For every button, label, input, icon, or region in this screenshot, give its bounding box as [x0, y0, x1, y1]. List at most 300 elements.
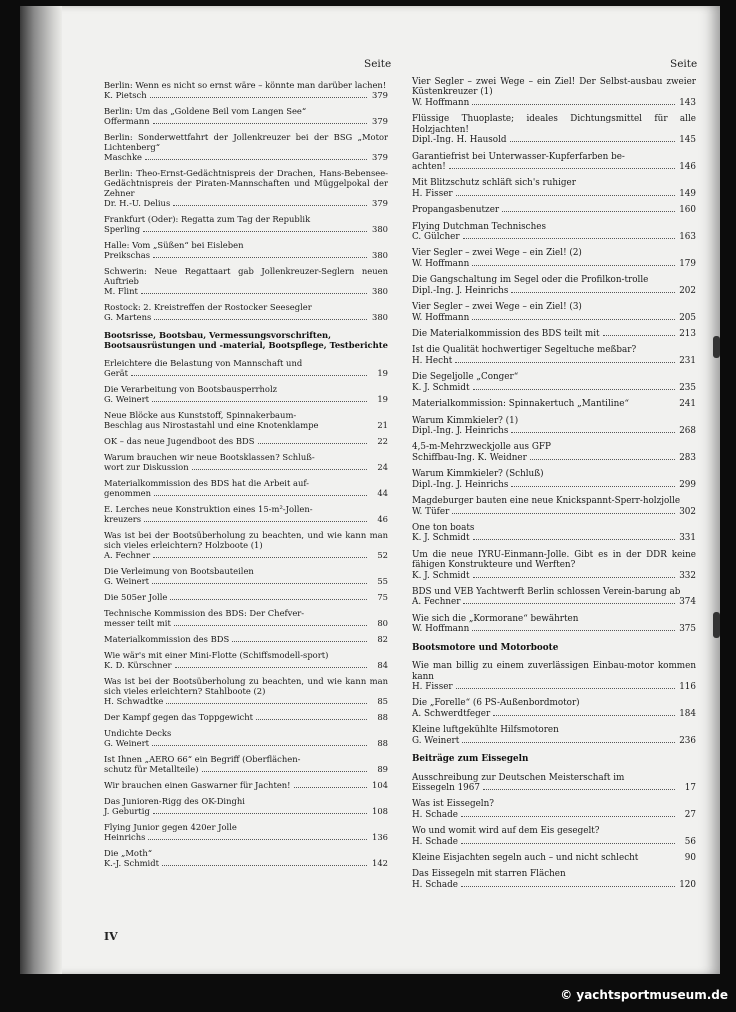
page-number: 27: [684, 809, 696, 820]
leader-dots: [256, 719, 367, 720]
toc-entry: [412, 77, 696, 108]
leader-dots: [511, 292, 675, 293]
entry-title: Materialkommission des BDS: [104, 633, 230, 644]
leader-dots: [143, 231, 367, 232]
leader-dots: [463, 238, 675, 239]
page-number: 89: [377, 763, 388, 774]
page-number: 236: [679, 735, 696, 746]
page-number: 375: [679, 624, 696, 635]
entry-title: Rostock: 2. Kreistreffen der Rostocker Seesegler: [104, 301, 312, 312]
page-number: 120: [679, 879, 696, 890]
entry-title: Neue Blöcke aus Kunststoff, Spinnakerbaum-: [104, 409, 297, 420]
toc-entry: [412, 329, 696, 339]
toc-entry-line: [412, 162, 696, 172]
toc-entry: [412, 345, 696, 366]
toc-entry: [104, 650, 388, 670]
toc-entry: [412, 587, 696, 608]
toc-entry-line: [104, 488, 388, 498]
entry-title: Die 505er Jolle: [104, 591, 168, 602]
leader-dots: [152, 583, 367, 584]
toc-entry: [412, 442, 696, 463]
toc-entry: [412, 275, 696, 296]
entry-author: H. Schwadtke: [104, 695, 164, 706]
toc-entry-line: [412, 736, 696, 746]
toc-entry: [412, 178, 696, 199]
entry-author: G. Weinert: [412, 735, 460, 746]
page-number: 82: [377, 633, 388, 644]
entry-author: A. Schwerdtfeger: [412, 708, 491, 719]
entry-author: Dipl.-Ing. H. Hausold: [412, 135, 507, 146]
entry-author: Dipl.-Ing. J. Heinrichs: [412, 479, 509, 490]
page-number: 84: [377, 659, 388, 670]
toc-entry-line: [104, 738, 388, 748]
toc-entry: [412, 372, 696, 393]
toc-entry-line: [412, 98, 696, 108]
toc-entry: [104, 478, 388, 498]
page-number: 21: [377, 419, 388, 430]
toc-entry-line: [412, 329, 696, 339]
page-number: 145: [679, 135, 696, 146]
page-number: 85: [377, 695, 388, 706]
leader-dots: [473, 389, 675, 390]
toc-entry: [412, 302, 696, 323]
toc-entry-line: [104, 198, 388, 208]
page-number: 160: [679, 205, 696, 216]
toc-entry: [104, 504, 388, 524]
toc-entry: [104, 132, 388, 162]
page-edge-mark: [713, 612, 720, 638]
entry-author: A. Fechner: [104, 549, 151, 560]
entry-title: Wo und womit wird auf dem Eis gesegelt?: [412, 826, 600, 837]
leader-dots: [131, 375, 367, 376]
entry-author: W. Tüfer: [412, 506, 450, 517]
entry-title: Das Eissegeln mit starren Flächen: [412, 869, 566, 880]
toc-entry: [104, 266, 388, 296]
page-number: 302: [679, 506, 696, 517]
toc-entry: [104, 436, 388, 446]
page-number: 22: [377, 435, 388, 446]
page-number: 44: [377, 487, 388, 498]
entry-title: Berlin: Um das „Goldene Beil vom Langen See“: [104, 105, 307, 116]
leader-dots: [153, 557, 367, 558]
leader-dots: [472, 104, 675, 105]
entry-title: Die Verleimung von Bootsbauteilen: [104, 565, 254, 576]
entry-title: One ton boats: [412, 522, 475, 533]
toc-entry-line: [412, 205, 696, 215]
entry-title: Vier Segler – zwei Wege – ein Ziel! Der Selbst-ausbau zweier Küstenkreuzer (1): [412, 77, 696, 98]
toc-entry: [412, 725, 696, 746]
entry-author: K. J. Schmidt: [412, 533, 470, 544]
toc-entry-line: [104, 858, 388, 868]
entry-author: G. Weinert: [104, 737, 149, 748]
entry-title: Halle: Vom „Süßen“ bei Eisleben: [104, 239, 244, 250]
entry-title: Die Materialkommission des BDS teilt mit: [412, 329, 600, 340]
leader-dots: [154, 319, 367, 320]
leader-dots: [166, 703, 367, 704]
toc-entry-line: [104, 592, 388, 602]
leader-dots: [202, 771, 367, 772]
entry-title: Berlin: Sonderwettfahrt der Jollenkreuzer bei der BSG „Motor Lichtenberg“: [104, 131, 388, 152]
leader-dots: [530, 459, 675, 460]
page-number: 380: [372, 223, 388, 234]
leader-dots: [456, 195, 675, 196]
page-number: 88: [377, 711, 388, 722]
leader-dots: [461, 886, 675, 887]
column-header-seite-left: Seite: [364, 58, 392, 70]
toc-entry-line: [412, 135, 696, 145]
entry-title: Kleine Eisjachten segeln auch – und nicht schlecht: [412, 853, 639, 864]
toc-entry-line: [412, 837, 696, 847]
toc-entry-line: [412, 356, 696, 366]
toc-entry-line: [104, 462, 388, 472]
entry-author: K.-J. Schmidt: [104, 857, 159, 868]
toc-entry-line: [412, 383, 696, 393]
entry-title: Vier Segler – zwei Wege – ein Ziel! (3): [412, 302, 582, 313]
toc-entry-line: [412, 880, 696, 890]
toc-entry: [412, 853, 696, 863]
toc-entry-line: [412, 426, 696, 436]
toc-entry-line: [104, 832, 388, 842]
entry-title: Die Segeljolle „Conger“: [412, 372, 519, 383]
page-number: 143: [679, 97, 696, 108]
leader-dots: [232, 641, 367, 642]
leader-dots: [154, 495, 367, 496]
toc-entry: [104, 80, 388, 100]
entry-title: Kleine luftgekühlte Hilfsmotoren: [412, 725, 559, 736]
entry-title: Berlin: Theo-Ernst-Gedächtnispreis der Drachen, Hans-Bebensee-Gedächtnispreis der Piraten-Mannschaften und Müggelpokal der Zehner: [104, 167, 388, 198]
entry-author: J. Geburtig: [104, 805, 150, 816]
leader-dots: [141, 293, 367, 294]
entry-title: Vier Segler – zwei Wege – ein Ziel! (2): [412, 248, 582, 259]
page-number: 19: [377, 393, 388, 404]
entry-author: Heinrichs: [104, 831, 146, 842]
toc-entries-right: [412, 77, 696, 896]
toc-entry-line: [412, 313, 696, 323]
toc-entry-line: [104, 224, 388, 234]
leader-dots: [153, 123, 368, 124]
entry-title: Materialkommission: Spinnakertuch „Mantiline“: [412, 399, 629, 410]
leader-dots: [455, 362, 675, 363]
entry-author: W. Hoffmann: [412, 624, 470, 635]
toc-entry: [104, 214, 388, 234]
entry-author: schutz für Metallteile): [104, 763, 199, 774]
entry-title: Wir brauchen einen Gaswarner für Jachten!: [104, 779, 291, 790]
leader-dots: [461, 843, 675, 844]
toc-entry: [104, 796, 388, 816]
toc-entry: [412, 248, 696, 269]
toc-entry-line: [104, 576, 388, 586]
entry-title: Warum brauchen wir neue Bootsklassen? Schluß-: [104, 451, 315, 462]
entry-title: Technische Kommission des BDS: Der Chefver-: [104, 607, 305, 618]
entry-author: G. Weinert: [104, 575, 149, 586]
toc-entry: [412, 114, 696, 145]
page-number: 163: [679, 232, 696, 243]
entry-title: Ist die Qualität hochwertiger Segeltuche meßbar?: [412, 345, 637, 356]
entry-author: Dr. H.-U. Delius: [104, 197, 171, 208]
toc-entry: [104, 452, 388, 472]
leader-dots: [145, 159, 367, 160]
page-number: 213: [679, 329, 696, 340]
entry-author: W. Hoffmann: [412, 312, 470, 323]
leader-dots: [449, 168, 675, 169]
page-number: 116: [679, 681, 696, 692]
toc-entry: [412, 799, 696, 820]
toc-entry-line: [104, 696, 388, 706]
toc-entry: [104, 822, 388, 842]
entry-author: Preikschas: [104, 249, 151, 260]
toc-entry-line: [412, 624, 696, 634]
page-edge-mark: [713, 336, 720, 358]
entry-author: wort zur Diskussion: [104, 461, 189, 472]
toc-entry: [412, 469, 696, 490]
entry-author: W. Hoffmann: [412, 258, 470, 269]
page-number: 24: [377, 461, 388, 472]
entry-title: Undichte Decks: [104, 727, 172, 738]
toc-entry: [104, 754, 388, 774]
toc-entry-line: [104, 116, 388, 126]
entry-author: Gerät: [104, 367, 129, 378]
section-heading: Bootsrisse, Bootsbau, Vermessungsvorschriften, Bootsausrüstungen und -material, Bootspflege, Testberichte: [104, 329, 388, 350]
toc-entry-line: [104, 420, 388, 430]
page-number: 380: [372, 285, 388, 296]
page-number: 380: [372, 249, 388, 260]
toc-entry: [104, 384, 388, 404]
entry-author: Maschke: [104, 151, 142, 162]
toc-entry-line: [104, 286, 388, 296]
toc-entry: [412, 152, 696, 173]
leader-dots: [452, 513, 675, 514]
entry-author: Schiffbau-Ing. K. Weidner: [412, 452, 527, 463]
entry-title: E. Lerches neue Konstruktion eines 15-m²-Jollen-: [104, 503, 313, 514]
toc-entry-line: [104, 394, 388, 404]
entry-author: K. J. Schmidt: [412, 382, 470, 393]
leader-dots: [148, 839, 367, 840]
book-page: [20, 6, 720, 974]
toc-entry: [104, 728, 388, 748]
entry-title: Flying Dutchman Technisches: [412, 221, 546, 232]
page-number: 205: [679, 312, 696, 323]
entry-title: OK – das neue Jugendboot des BDS: [104, 435, 255, 446]
page-number: 108: [372, 805, 388, 816]
entry-author: G. Weinert: [104, 393, 149, 404]
entry-title: Wie man billig zu einem zuverlässigen Einbau-motor kommen kann: [412, 661, 696, 682]
toc-entry: [412, 661, 696, 692]
entry-title: Frankfurt (Oder): Regatta zum Tag der Republik: [104, 213, 311, 224]
toc-entry: [412, 222, 696, 243]
page-number: 136: [372, 831, 388, 842]
toc-entry-line: [412, 853, 696, 863]
page-number: 19: [377, 367, 388, 378]
toc-entry: [104, 530, 388, 560]
toc-entry-line: [104, 550, 388, 560]
watermark: © yachtsportmuseum.de: [560, 988, 728, 1002]
entry-author: H. Schade: [412, 879, 458, 890]
toc-entry-line: [412, 571, 696, 581]
toc-entry: [104, 848, 388, 868]
toc-entry-line: [104, 806, 388, 816]
toc-entry-line: [412, 453, 696, 463]
toc-entry-line: [412, 810, 696, 820]
page-number: 90: [684, 853, 696, 864]
entry-title: Flying Junior gegen 420er Jolle: [104, 821, 237, 832]
toc-entry-line: [104, 660, 388, 670]
entry-title: Mit Blitzschutz schläft sich's ruhiger: [412, 178, 576, 189]
leader-dots: [462, 742, 675, 743]
entry-title: Die „Moth“: [104, 847, 153, 858]
leader-dots: [144, 521, 367, 522]
toc-entry-line: [104, 514, 388, 524]
entry-author: H. Fisser: [412, 188, 453, 199]
entry-author: M. Flint: [104, 285, 138, 296]
entry-title: Garantiefrist bei Unterwasser-Kupferfarben be-: [412, 151, 625, 162]
page-number: 374: [679, 597, 696, 608]
leader-dots: [472, 319, 675, 320]
page-number: 149: [679, 188, 696, 199]
toc-entry-line: [412, 709, 696, 719]
toc-entry: [104, 410, 388, 430]
entry-title: Warum Kimmkieler? (1): [412, 415, 519, 426]
page-number: 379: [372, 151, 388, 162]
page-number: 331: [679, 533, 696, 544]
toc-entry-line: [412, 597, 696, 607]
toc-entry: [104, 566, 388, 586]
entry-title: Ausschreibung zur Deutschen Meisterschaft im: [412, 772, 625, 783]
entry-title: Warum Kimmkieler? (Schluß): [412, 469, 544, 480]
toc-entry-line: [412, 480, 696, 490]
leader-dots: [473, 577, 675, 578]
toc-entry: [412, 869, 696, 890]
toc-entry-line: [412, 783, 696, 793]
entry-title: 4,5-m-Mehrzweckjolle aus GFP: [412, 442, 551, 453]
leader-dots: [461, 816, 675, 817]
entry-author: achten!: [412, 161, 446, 172]
page-number: 332: [679, 570, 696, 581]
leader-dots: [258, 443, 368, 444]
entry-author: Dipl.-Ing. J. Heinrichs: [412, 425, 509, 436]
entry-title: Was ist bei der Bootsüberholung zu beachten, und wie kann man sich vieles erleichtern? Stahlboote (2): [104, 675, 388, 696]
leader-dots: [153, 813, 367, 814]
entry-title: Der Kampf gegen das Toppgewicht: [104, 711, 253, 722]
toc-entry: [104, 168, 388, 208]
entry-author: Sperling: [104, 223, 141, 234]
toc-entry-line: [104, 152, 388, 162]
toc-entry-line: [104, 618, 388, 628]
leader-dots: [463, 603, 675, 604]
page-number: 56: [684, 836, 696, 847]
page-number: 202: [679, 285, 696, 296]
page-number: 380: [372, 311, 388, 322]
leader-dots: [152, 401, 367, 402]
entry-title: Wie wär's mit einer Mini-Flotte (Schiffsmodell-sport): [104, 649, 329, 660]
leader-dots: [603, 335, 675, 336]
entry-title: Erleichtere die Belastung von Mannschaft und: [104, 357, 303, 368]
entry-author: W. Hoffmann: [412, 97, 470, 108]
toc-entry: [104, 106, 388, 126]
page-number: 75: [377, 591, 388, 602]
page-number: 235: [679, 382, 696, 393]
page-number: 142: [372, 857, 388, 868]
entry-title: Die Verarbeitung von Bootsbausperrholz: [104, 383, 278, 394]
leader-dots: [472, 265, 675, 266]
entry-author: C. Gülcher: [412, 232, 460, 243]
leader-dots: [173, 205, 367, 206]
toc-entry-line: [412, 232, 696, 242]
entry-author: genommen: [104, 487, 151, 498]
page-number: 184: [679, 708, 696, 719]
entry-title: Was ist Eissegeln?: [412, 799, 494, 810]
entry-title: BDS und VEB Yachtwerft Berlin schlossen Verein-barung ab: [412, 587, 681, 598]
leader-dots: [175, 667, 367, 668]
entry-title: Die Gangschaltung im Segel oder die Profilkon-trolle: [412, 275, 649, 286]
entry-author: A. Fechner: [412, 597, 461, 608]
page-number: 46: [377, 513, 388, 524]
toc-entry: [104, 302, 388, 322]
toc-entry-line: [104, 312, 388, 322]
page-number: 88: [377, 737, 388, 748]
leader-dots: [174, 625, 367, 626]
book-spine-shadow: [20, 6, 62, 974]
leader-dots: [153, 257, 367, 258]
entry-title: Materialkommission des BDS hat die Arbeit auf-: [104, 477, 310, 488]
page-number: 80: [377, 617, 388, 628]
entry-title: Um die neue IYRU-Einmann-Jolle. Gibt es in der DDR keine fähigen Konstrukteure und Werften?: [412, 549, 696, 571]
toc-entry: [104, 780, 388, 790]
leader-dots: [511, 432, 675, 433]
toc-entry: [412, 773, 696, 794]
entry-title: Was ist bei der Bootsüberholung zu beachten, und wie kann man sich vieles erleichtern? Holzboote (1): [104, 529, 388, 550]
toc-entry: [104, 358, 388, 378]
page-number: 231: [679, 355, 696, 366]
entry-author: Eissegeln 1967: [412, 782, 480, 793]
entry-title: Ist Ihnen „AERO 66“ ein Begriff (Oberflächen-: [104, 753, 301, 764]
entry-author: kreuzers: [104, 513, 142, 524]
toc-entry-line: [104, 780, 388, 790]
toc-entry: [412, 416, 696, 437]
toc-entry-line: [412, 533, 696, 543]
entry-title: Die „Forelle“ (6 PS-Außenbordmotor): [412, 698, 580, 709]
section-heading: Bootsmotore und Motorboote: [412, 642, 559, 653]
toc-entry: [412, 205, 696, 215]
toc-entry-line: [412, 399, 696, 409]
toc-entry: [104, 240, 388, 260]
page-number: 283: [679, 452, 696, 463]
toc-entry: [412, 826, 696, 847]
page-number: 17: [684, 782, 696, 793]
entry-author: Dipl.-Ing. J. Heinrichs: [412, 285, 509, 296]
column-header-seite-right: Seite: [670, 58, 698, 70]
toc-entry: [104, 634, 388, 644]
section-heading: Beiträge zum Eissegeln: [412, 754, 529, 765]
toc-entry: [412, 399, 696, 409]
toc-entry-line: [412, 189, 696, 199]
entry-author: H. Schade: [412, 836, 458, 847]
page-number: 146: [679, 161, 696, 172]
toc-entry: [104, 592, 388, 602]
leader-dots: [502, 211, 675, 212]
page-number: 379: [372, 89, 388, 100]
leader-dots: [511, 486, 675, 487]
entry-title: Wie sich die „Kormorane“ bewährten: [412, 613, 579, 624]
toc-entry-line: [412, 507, 696, 517]
leader-dots: [483, 789, 675, 790]
toc-entry-line: [104, 712, 388, 722]
toc-entry-line: [104, 90, 388, 100]
entry-author: G. Martens: [104, 311, 152, 322]
entry-author: messer teilt mit: [104, 617, 171, 628]
leader-dots: [472, 630, 675, 631]
page-number: 379: [372, 197, 388, 208]
page-number: 268: [679, 425, 696, 436]
